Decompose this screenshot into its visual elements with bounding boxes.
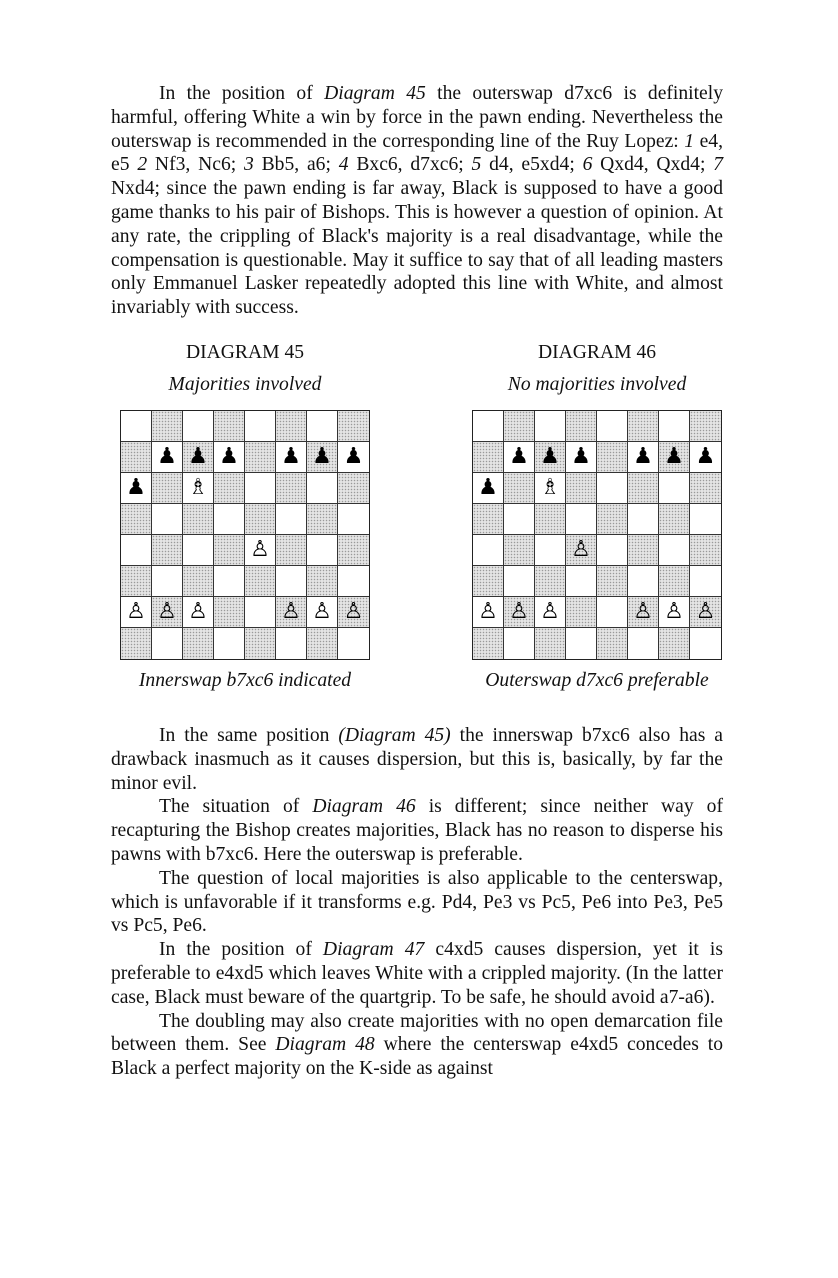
white-pawn: ♙ [509, 598, 529, 624]
diagram-ref: (Diagram 45) [338, 724, 451, 746]
board-square [659, 566, 690, 597]
board-square [504, 473, 535, 504]
black-pawn: ♟ [695, 443, 716, 469]
text: c4xd5 causes dispersion, yet it is preferable to e4xd5 which leaves White with a crippled majority. (In the latter case, Black must beware of the quartgrip. To be safe, he should avoid a7-a6). [111, 939, 723, 1008]
board-square [597, 473, 628, 504]
board-square [214, 504, 245, 535]
board-square [245, 597, 276, 628]
board-square [690, 442, 721, 473]
text: In the position of [159, 939, 323, 961]
board-square [566, 442, 597, 473]
board-square [473, 411, 504, 442]
board-square [628, 411, 659, 442]
board-square [566, 473, 597, 504]
board-square [628, 628, 659, 659]
diagram-caption: Outerswap d7xc6 preferable [485, 669, 709, 691]
board-square [214, 473, 245, 504]
board-square [338, 628, 369, 659]
board-square [535, 442, 566, 473]
board-square [659, 473, 690, 504]
board-square [276, 442, 307, 473]
board-square [214, 566, 245, 597]
text: Nf3, Nc6; [147, 154, 244, 176]
board-square [214, 442, 245, 473]
board-square [566, 535, 597, 566]
board-square [473, 535, 504, 566]
board-square [690, 473, 721, 504]
board-square [597, 566, 628, 597]
board-square [628, 473, 659, 504]
board-square [307, 628, 338, 659]
white-pawn: ♙ [540, 598, 560, 624]
board-square [504, 628, 535, 659]
board-square [628, 535, 659, 566]
text: The doubling may also create majorities with no open demarcation file between them. See [111, 1010, 723, 1056]
text: In the position of [159, 83, 325, 104]
text: Bb5, a6; [253, 154, 339, 176]
board-square [307, 535, 338, 566]
text: Nxd4; since the pawn ending is far away, Black is supposed to have a good game thanks to his pair of Bishops. This is however a question of opinion. At any rate, the crippling of Black's majority is a real disadvantage, while the compensation is questionable. May it suffice to say that of all leading masters only Emmanuel Lasker repeatedly adopted this line with White, and almost invariably with success. [111, 178, 723, 319]
board-square [566, 597, 597, 628]
board-square [659, 535, 690, 566]
black-pawn: ♟ [188, 443, 208, 469]
paragraph-6 [111, 1010, 723, 1081]
black-pawn: ♟ [219, 443, 239, 469]
board-square [535, 473, 566, 504]
board-square [307, 566, 338, 597]
board-square [307, 504, 338, 535]
diagram-subtitle: No majorities involved [507, 373, 687, 395]
board-square [504, 535, 535, 566]
board-square [628, 597, 659, 628]
diagram-45 [115, 342, 375, 692]
board-square [121, 597, 152, 628]
diagram-ref: Diagram 45 [324, 83, 426, 104]
board-square [338, 411, 369, 442]
board-square [628, 504, 659, 535]
board-square [152, 566, 183, 597]
board-square [245, 535, 276, 566]
board-square [276, 628, 307, 659]
black-pawn: ♟ [633, 443, 653, 469]
white-pawn: ♙ [478, 598, 498, 624]
board-square [338, 535, 369, 566]
board-square [504, 411, 535, 442]
board-square [690, 597, 721, 628]
board-square [152, 504, 183, 535]
board-square [183, 597, 214, 628]
board-square [183, 473, 214, 504]
move-number: 5 [471, 154, 482, 176]
board-square [183, 411, 214, 442]
board-square [121, 535, 152, 566]
diagram-title: DIAGRAM 46 [537, 341, 657, 363]
board-square [690, 628, 721, 659]
board-square [473, 473, 504, 504]
board-square [597, 442, 628, 473]
board-square [121, 628, 152, 659]
board-square [473, 504, 504, 535]
board-square [690, 535, 721, 566]
move-number: 3 [244, 154, 254, 176]
diagram-ref: Diagram 46 [312, 796, 416, 818]
board-square [338, 442, 369, 473]
board-square [121, 442, 152, 473]
diagram-46 [467, 342, 727, 692]
black-pawn: ♟ [157, 443, 177, 469]
white-pawn: ♙ [281, 598, 301, 624]
board-square [597, 628, 628, 659]
black-pawn: ♟ [343, 443, 364, 469]
paragraph-3 [111, 795, 723, 866]
board-square [566, 504, 597, 535]
board-square [121, 504, 152, 535]
paragraph-1 [111, 82, 723, 320]
board-square [338, 504, 369, 535]
board-square [276, 504, 307, 535]
board-square [535, 628, 566, 659]
white-pawn: ♙ [312, 598, 332, 624]
board-square [504, 442, 535, 473]
black-pawn: ♟ [312, 443, 332, 469]
text: Bxc6, d7xc6; [348, 154, 472, 176]
board-square [659, 442, 690, 473]
white-pawn: ♙ [695, 598, 716, 624]
diagram-title: DIAGRAM 45 [185, 341, 305, 363]
board-square [473, 628, 504, 659]
chess-board [120, 410, 370, 660]
board-square [245, 628, 276, 659]
move-number: 1 [684, 130, 695, 152]
black-pawn: ♟ [509, 443, 529, 469]
page-body [111, 82, 723, 1081]
board-square [276, 597, 307, 628]
white-pawn: ♙ [664, 598, 684, 624]
board-square [659, 504, 690, 535]
diagram-row [111, 342, 723, 714]
board-square [276, 535, 307, 566]
black-pawn: ♟ [540, 443, 560, 469]
board-square [504, 504, 535, 535]
board-square [628, 566, 659, 597]
text: is different; since neither way of recapturing the Bishop creates majorities, Black has no reason to disperse his pawns with b7xc6. Here the outerswap is preferable. [111, 796, 723, 865]
board-square [535, 411, 566, 442]
board-square [245, 504, 276, 535]
text: where the centerswap e4xd5 concedes to Black a perfect majority on the K-side as against [111, 1034, 724, 1080]
board-square [183, 628, 214, 659]
board-square [597, 411, 628, 442]
board-square [183, 566, 214, 597]
text: the outerswap d7xc6 is definitely harmful, offering White a win by force in the pawn ending. Nevertheless the outerswap is recommended in the corresponding line of the Ruy Lopez: [111, 83, 723, 152]
board-square [183, 504, 214, 535]
paragraph-4: The question of local majorities is also applicable to the centerswap, which is unfavorable if it transforms e.g. Pd4, Pe3 vs Pc5, Pe6 into Pe3, Pe5 vs Pc5, Pe6. [111, 867, 723, 937]
paragraph-5 [111, 938, 723, 1009]
board-square [597, 535, 628, 566]
black-pawn: ♟ [126, 474, 146, 500]
board-square [121, 411, 152, 442]
board-square [338, 597, 369, 628]
text: Qxd4, Qxd4; [592, 154, 714, 176]
board-square [659, 411, 690, 442]
board-square [245, 442, 276, 473]
board-square [245, 473, 276, 504]
white-pawn: ♙ [343, 598, 364, 624]
board-square [276, 566, 307, 597]
white-bishop: ♗ [540, 474, 560, 500]
board-square [690, 411, 721, 442]
board-square [566, 628, 597, 659]
diagram-ref: Diagram 47 [322, 939, 425, 961]
white-pawn: ♙ [157, 598, 177, 624]
board-square [690, 566, 721, 597]
board-square [597, 504, 628, 535]
board-square [276, 473, 307, 504]
white-pawn: ♙ [571, 536, 591, 562]
board-square [535, 504, 566, 535]
board-square [628, 442, 659, 473]
board-square [245, 411, 276, 442]
diagram-caption: Innerswap b7xc6 indicated [138, 669, 352, 691]
board-square [473, 442, 504, 473]
board-square [535, 566, 566, 597]
board-square [214, 411, 245, 442]
black-pawn: ♟ [281, 443, 301, 469]
board-square [597, 597, 628, 628]
white-pawn: ♙ [188, 598, 208, 624]
move-number: 2 [137, 154, 148, 176]
board-square [659, 628, 690, 659]
board-square [152, 597, 183, 628]
white-pawn: ♙ [126, 598, 146, 624]
board-square [473, 566, 504, 597]
board-square [690, 504, 721, 535]
move-number: 6 [582, 154, 593, 176]
text: In the same position [159, 724, 339, 746]
board-square [152, 535, 183, 566]
text: The situation of [159, 796, 313, 818]
board-square [276, 411, 307, 442]
white-pawn: ♙ [250, 536, 270, 562]
board-square [152, 473, 183, 504]
board-square [473, 597, 504, 628]
white-bishop: ♗ [188, 474, 208, 500]
board-square [307, 411, 338, 442]
board-square [152, 628, 183, 659]
board-square [183, 535, 214, 566]
chess-board [472, 410, 722, 660]
board-square [338, 566, 369, 597]
board-square [307, 597, 338, 628]
diagram-ref: Diagram 48 [275, 1034, 375, 1056]
board-square [566, 411, 597, 442]
board-square [307, 442, 338, 473]
board-square [245, 566, 276, 597]
board-square [535, 535, 566, 566]
board-square [152, 411, 183, 442]
black-pawn: ♟ [664, 443, 684, 469]
move-number: 4 [338, 154, 349, 176]
board-square [504, 597, 535, 628]
text: the innerswap b7xc6 also has a drawback inasmuch as it causes dispersion, but this is, basically, by far the minor evil. [111, 724, 723, 794]
black-pawn: ♟ [478, 474, 498, 500]
text: e4, e5 [111, 130, 723, 176]
board-square [183, 442, 214, 473]
black-pawn: ♟ [571, 443, 591, 469]
paragraph-2 [111, 724, 723, 795]
board-square [152, 442, 183, 473]
board-square [121, 566, 152, 597]
board-square [659, 597, 690, 628]
board-square [121, 473, 152, 504]
diagram-subtitle: Majorities involved [168, 373, 322, 395]
board-square [307, 473, 338, 504]
board-square [566, 566, 597, 597]
board-square [214, 628, 245, 659]
board-square [535, 597, 566, 628]
board-square [214, 597, 245, 628]
board-square [214, 535, 245, 566]
text: d4, e5xd4; [481, 154, 583, 176]
move-number: 7 [713, 154, 724, 176]
white-pawn: ♙ [633, 598, 653, 624]
board-square [338, 473, 369, 504]
board-square [504, 566, 535, 597]
